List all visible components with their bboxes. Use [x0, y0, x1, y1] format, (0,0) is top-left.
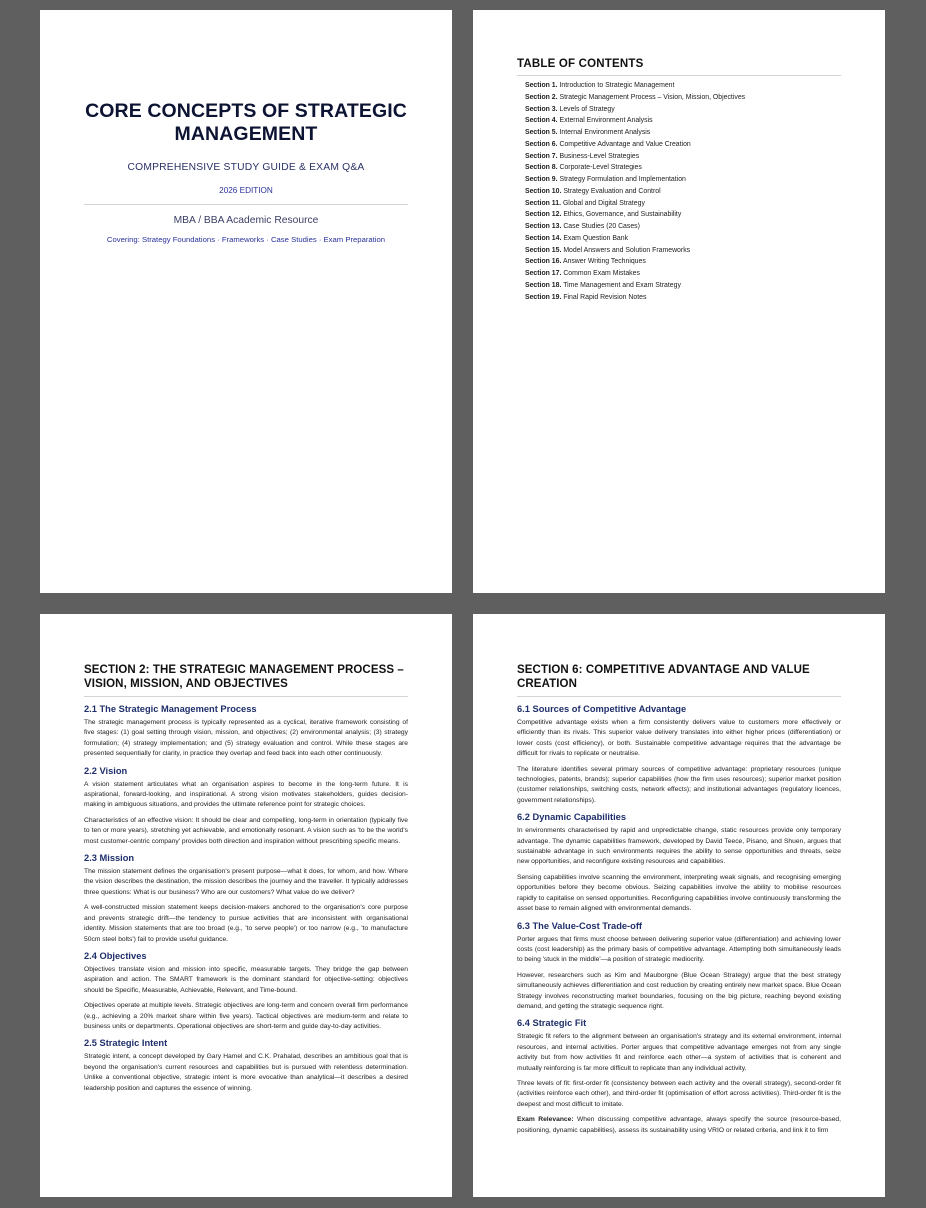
cover-resource: MBA / BBA Academic Resource: [173, 215, 319, 226]
toc-item-number: Section 19.: [525, 293, 562, 301]
toc-item-title: Ethics, Governance, and Sustainability: [563, 211, 682, 219]
exam-relevance-text: When discussing competitive advantage, always specify the source (resource-based, positioning, dynamic capabilities), assess its sustainability using VRIO or related criteria, and link it to firm: [517, 1116, 841, 1134]
paragraph: Competitive advantage exists when a firm consistently delivers value to customers more effectively or efficiently than its rivals. This superior value delivery translates into either higher prices (differentiation) or lower costs (cost efficiency), or both. Sustainable competitive advantage requires that the advantage be difficult for rivals to replicate or neutralise.: [517, 719, 841, 758]
toc-title: TABLE OF CONTENTS: [517, 58, 644, 70]
toc-item[interactable]: [525, 151, 841, 163]
toc-item-number: Section 13.: [525, 223, 562, 230]
subsection-heading: 6.1 Sources of Competitive Advantage: [517, 704, 687, 714]
toc-item-title: Strategy Evaluation and Control: [563, 187, 661, 195]
toc-item[interactable]: [525, 104, 841, 116]
toc-item-number: Section 7.: [525, 152, 558, 160]
paragraph: A vision statement articulates what an organisation aspires to become in the long-term future. It is aspirational, forward-looking, and inspirational. A strong vision motivates stakeholders, guides decision-making in ambiguous situations, and provides the ultimate reference point for strategic choices.: [84, 780, 408, 809]
toc-item[interactable]: [525, 115, 841, 127]
toc-item[interactable]: [525, 209, 841, 221]
toc-item-title: Exam Question Bank: [563, 234, 629, 242]
toc-item[interactable]: [525, 174, 841, 186]
toc-item-title: Strategy Formulation and Implementation: [559, 176, 686, 183]
toc-item-title: External Environment Analysis: [559, 117, 653, 125]
paragraph: Characteristics of an effective vision: It should be clear and compelling, long-term in orientation (typically five to ten or more years), stretching yet achievable, and emotionally resonant. A vision such as 'to be the world's most customer-centric company' provides both direction and inspiration without prescribing specific means.: [84, 816, 408, 845]
section6-divider: [517, 696, 841, 697]
toc-item-number: Section 12.: [525, 211, 562, 219]
cover-edition: 2026 EDITION: [219, 186, 273, 195]
paragraph: The literature identifies several primary sources of competitive advantage: proprietary resources (unique technologies, patents, brands); superior capabilities (how the firm uses resources); superior market position (customer relationships, switching costs, network effects); and institutional advantages (regulatory licences, government relationships).: [517, 765, 841, 804]
paragraph: Three levels of fit: first-order fit (consistency between each activity and the overall strategy), second-order fit (activities reinforce each other), and third-order fit (optimisation of effort across activities). Third-order fit is the deepest and most difficult to imitate.: [517, 1079, 841, 1108]
exam-relevance-paragraph: [517, 1115, 841, 1136]
toc-item[interactable]: [525, 186, 841, 198]
paragraph: The mission statement defines the organisation's present purpose—what it does, for whom, and how. Where the vision describes the destination, the mission describes the journey and the traveller. It typically addresses three questions: What is our business? Who are our customers? What value do we deliver?: [84, 868, 408, 896]
toc-item[interactable]: [525, 139, 841, 151]
paragraph: The strategic management process is typically represented as a cyclical, iterative framework consisting of five stages: (1) goal setting through vision, mission, and objectives; (2) environmental analysis; (3) strategy formulation; (4) strategy implementation; and (5) strategy evaluation and control. While these stages are presented sequentially for clarity, in practice they overlap and feed back into each other continuously.: [84, 719, 408, 758]
subsection-heading: 2.5 Strategic Intent: [84, 1038, 168, 1049]
toc-item-number: Section 15.: [525, 246, 562, 254]
cover-content: [40, 10, 452, 244]
toc-item[interactable]: [525, 292, 841, 304]
paragraph: Sensing capabilities involve scanning the environment, interpreting weak signals, and recognising emerging opportunities before they become obvious. Seizing capabilities involve the ability to mobilise resources rapidly to capitalise on sensed opportunities. Reconfiguring capabilities involve continuously transforming the asset base to remain aligned with environmental demands.: [517, 873, 841, 913]
subsection-heading: 6.2 Dynamic Capabilities: [517, 812, 627, 823]
subsection-heading: 2.3 Mission: [84, 853, 135, 864]
toc-item-number: Section 18.: [525, 281, 562, 289]
toc-list: [517, 80, 841, 303]
toc-item-title: Corporate-Level Strategies: [559, 164, 642, 172]
section2-title: SECTION 2: THE STRATEGIC MANAGEMENT PROCESS – VISION, MISSION, AND OBJECTIVES: [84, 664, 404, 690]
toc-item-number: Section 14.: [525, 234, 562, 242]
toc-item-title: Case Studies (20 Cases): [563, 223, 640, 230]
toc-item-number: Section 10.: [525, 187, 562, 195]
toc-item[interactable]: [525, 245, 841, 257]
toc-item-title: Common Exam Mistakes: [563, 270, 640, 277]
cover-covering: Covering: Strategy Foundations · Frameworks · Case Studies · Exam Preparation: [106, 235, 386, 244]
toc-item[interactable]: [525, 256, 841, 268]
toc-item-title: Answer Writing Techniques: [562, 258, 646, 266]
section2-page: [40, 614, 452, 1197]
paragraph: Objectives operate at multiple levels. Strategic objectives are long-term and concern overall firm performance (e.g., achieving a 20% market share within five years). Tactical objectives are medium-term and relate to business units or departments. Operational objectives are short-term and guide day-to-day activities.: [84, 1002, 408, 1030]
toc-item-number: Section 4.: [525, 117, 558, 125]
toc-item-number: Section 5.: [525, 129, 558, 136]
toc-item[interactable]: [525, 221, 841, 233]
toc-page: [473, 10, 885, 593]
section2-divider: [84, 696, 408, 697]
toc-item[interactable]: [525, 127, 841, 139]
subsection-heading: 2.1 The Strategic Management Process: [84, 704, 257, 714]
toc-item-number: Section 3.: [525, 105, 558, 113]
toc-item-number: Section 6.: [525, 140, 558, 148]
toc-item-title: Introduction to Strategic Management: [559, 82, 675, 89]
cover-subtitle: COMPREHENSIVE STUDY GUIDE & EXAM Q&A: [127, 162, 365, 173]
cover-page: [40, 10, 452, 593]
section6-title: SECTION 6: COMPETITIVE ADVANTAGE AND VALUE CREATION: [517, 664, 810, 690]
subsection-heading: 2.2 Vision: [84, 765, 128, 776]
subsection-heading: 6.4 Strategic Fit: [517, 1018, 587, 1029]
toc-item-number: Section 11.: [525, 199, 562, 207]
toc-item[interactable]: [525, 198, 841, 210]
toc-divider: [517, 75, 841, 76]
cover-title: CORE CONCEPTS OF STRATEGIC MANAGEMENT: [85, 100, 407, 145]
paragraph: Strategic intent, a concept developed by Gary Hamel and C.K. Prahalad, describes an ambitious goal that is beyond the organisation's current resources and capabilities but is pursued with relentless determination. Unlike a conventional objective, strategic intent is more evocative than analytical—it describes a desired leadership position and captures the essence of winning.: [84, 1053, 408, 1092]
toc-item[interactable]: [525, 233, 841, 245]
toc-item-title: Final Rapid Revision Notes: [563, 293, 647, 301]
toc-item-number: Section 1.: [525, 82, 558, 89]
cover-divider: [84, 204, 408, 205]
toc-item-number: Section 16.: [525, 258, 562, 266]
toc-item-title: Competitive Advantage and Value Creation: [559, 140, 691, 148]
section6-content: [473, 614, 885, 1136]
toc-content: [473, 10, 885, 303]
paragraph: A well-constructed mission statement keeps decision-makers anchored to the organisation's core purpose and prevents strategic drift—the tendency to pursue activities that are inconsistent with organisational identity. Mission statements that are too broad (e.g., 'to serve people') or too narrow (e.g., 'to manufacture 50cm steel bolts') fail to provide useful guidance.: [84, 904, 408, 943]
toc-item-title: Strategic Management Process – Vision, Mission, Objectives: [559, 93, 746, 101]
toc-item-title: Internal Environment Analysis: [559, 129, 651, 136]
toc-item[interactable]: [525, 80, 841, 92]
toc-item-title: Business-Level Strategies: [559, 152, 640, 160]
toc-item[interactable]: [525, 280, 841, 292]
paragraph: Strategic fit refers to the alignment between an organisation's strategy and its external environment, internal resources, and internal activities. Porter argues that competitive advantage emerges not from any single activity but from how activities fit and reinforce each other—a system of activities that is coherent and mutually reinforcing is far more difficult to replicate than any individual activity.: [517, 1033, 841, 1072]
subsection-heading: 6.3 The Value-Cost Trade-off: [517, 920, 643, 931]
toc-item-title: Levels of Strategy: [559, 105, 615, 113]
toc-item-number: Section 2.: [525, 93, 558, 101]
section2-content: [40, 614, 452, 1094]
paragraph: Objectives translate vision and mission into specific, measurable targets. They bridge the gap between aspiration and action. The SMART framework is the dominant standard for objective-setting: objectives should be Specific, Measurable, Achievable, Relevant, and Time-bound.: [84, 965, 408, 994]
toc-item[interactable]: [525, 92, 841, 104]
toc-item[interactable]: [525, 268, 841, 280]
toc-item-title: Time Management and Exam Strategy: [563, 281, 681, 289]
section6-page: [473, 614, 885, 1197]
paragraph: In environments characterised by rapid and unpredictable change, static resources provide only temporary advantage. The dynamic capabilities framework, developed by David Teece, Pisano, and Shuen, argues that sustainable advantage in such environments requires the ability to sense opportunities and threats, seize new opportunities, and reconfigure existing resources and capabilities.: [517, 827, 841, 866]
toc-item-title: Global and Digital Strategy: [562, 199, 645, 207]
exam-relevance-label: Exam Relevance:: [517, 1116, 574, 1124]
toc-item-title: Model Answers and Solution Frameworks: [563, 246, 691, 254]
paragraph: Porter argues that firms must choose between delivering superior value (differentiation) and achieving lower costs (cost leadership) as the primary basis of competitive advantage. Attempting both simultaneously leads to being 'stuck in the middle'—a position of strategic mediocrity.: [517, 935, 841, 964]
toc-item-number: Section 8.: [525, 164, 558, 172]
subsection-heading: 2.4 Objectives: [84, 950, 147, 961]
toc-item-number: Section 17.: [525, 270, 562, 277]
toc-item-number: Section 9.: [525, 176, 558, 183]
toc-item[interactable]: [525, 162, 841, 174]
paragraph: However, researchers such as Kim and Mauborgne (Blue Ocean Strategy) argue that the best strategy simultaneously achieves differentiation and cost reduction by creating entirely new market space. Blue Ocean Strategy involves reconstructing market boundaries, focusing on the big picture, reaching beyond existing demand, and getting the strategic sequence right.: [517, 971, 841, 1010]
